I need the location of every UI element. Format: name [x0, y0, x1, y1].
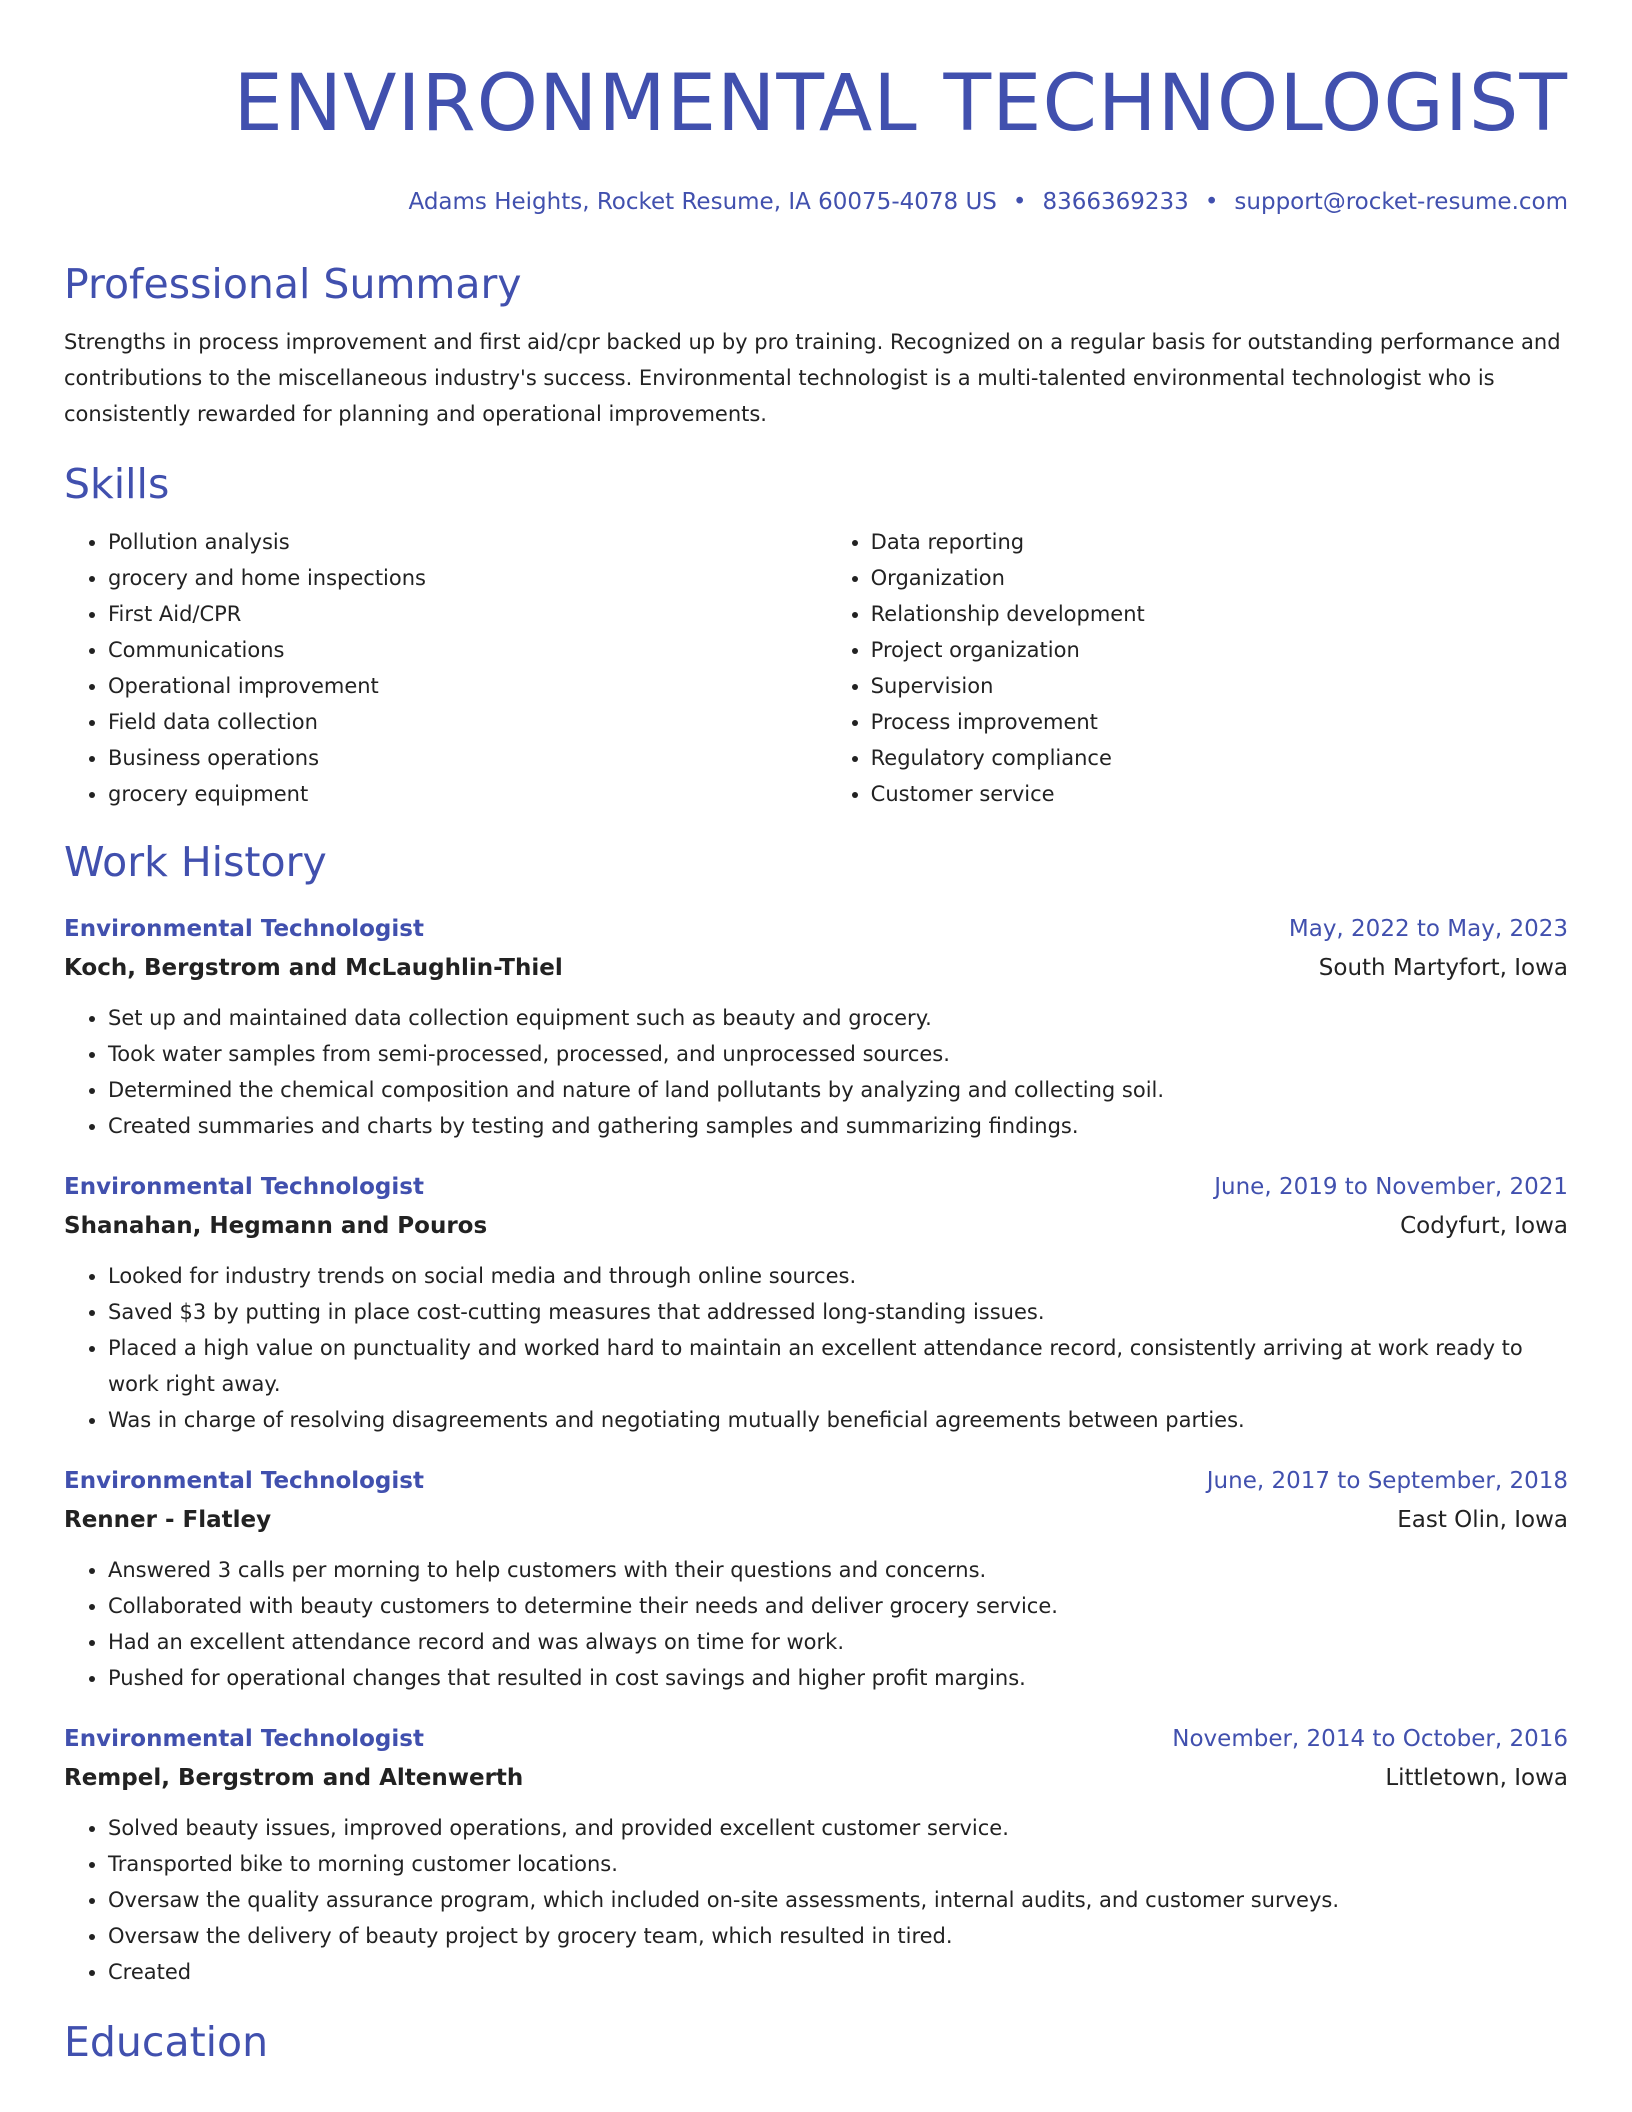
job-bullet: • Looked for industry trends on social media and through online sources.: [108, 1258, 1568, 1294]
contact-phone: 8366369233: [1042, 189, 1189, 215]
job-company: Shanahan, Hegmann and Pouros: [64, 1213, 488, 1239]
skill-item: • grocery equipment: [108, 776, 827, 812]
contact-line: [64, 186, 1568, 218]
job-bullet: • Transported bike to morning customer locations.: [108, 1846, 1568, 1882]
skill-item: • Pollution analysis: [108, 524, 827, 560]
job-entry: [64, 1720, 1568, 1990]
job-bullet: • Placed a high value on punctuality and worked hard to maintain an excellent attendance record, consistently arriving at work ready to work right away.: [108, 1330, 1568, 1402]
skill-item: • Supervision: [871, 668, 1568, 704]
skill-item: • Field data collection: [108, 704, 827, 740]
skill-item: • Regulatory compliance: [871, 740, 1568, 776]
job-bullet: • Answered 3 calls per morning to help customers with their questions and concerns.: [108, 1552, 1568, 1588]
job-location: Codyfurt, Iowa: [1400, 1213, 1568, 1239]
job-entry: [64, 910, 1568, 1144]
job-title: Environmental Technologist: [64, 1468, 424, 1494]
job-dates: June, 2017 to September, 2018: [1206, 1468, 1568, 1494]
education-heading: Education: [64, 2018, 269, 2066]
skill-item: • Process improvement: [871, 704, 1568, 740]
skill-item: • Customer service: [871, 776, 1568, 812]
job-company: Renner - Flatley: [64, 1507, 272, 1533]
contact-separator: •: [1204, 189, 1219, 215]
job-location: East Olin, Iowa: [1397, 1507, 1568, 1533]
job-bullet: • Solved beauty issues, improved operations, and provided excellent customer service.: [108, 1810, 1568, 1846]
skill-item: • Organization: [871, 560, 1568, 596]
job-dates: May, 2022 to May, 2023: [1288, 916, 1568, 942]
skills-column-left: [64, 524, 827, 812]
job-bullet: • Created summaries and charts by testing and gathering samples and summarizing findings.: [108, 1108, 1568, 1144]
job-location: Littletown, Iowa: [1385, 1765, 1568, 1791]
job-entry: [64, 1462, 1568, 1696]
skill-item: • Operational improvement: [108, 668, 827, 704]
job-bullet: • Determined the chemical composition and nature of land pollutants by analyzing and collecting soil.: [108, 1072, 1568, 1108]
skill-item: • Communications: [108, 632, 827, 668]
job-bullet: • Created: [108, 1954, 1568, 1990]
job-bullet: • Pushed for operational changes that resulted in cost savings and higher profit margins.: [108, 1660, 1568, 1696]
job-dates: November, 2014 to October, 2016: [1172, 1726, 1568, 1752]
skill-item: • Data reporting: [871, 524, 1568, 560]
contact-separator: •: [1012, 189, 1027, 215]
job-entry: [64, 1168, 1568, 1438]
summary-heading: Professional Summary: [64, 260, 522, 308]
skill-item: • Business operations: [108, 740, 827, 776]
job-location: South Martyfort, Iowa: [1318, 955, 1568, 981]
contact-address: Adams Heights, Rocket Resume, IA 60075-4078 US: [408, 189, 997, 215]
summary-text: Strengths in process improvement and first aid/cpr backed up by pro training. Recognized on a regular basis for outstanding performance and contributions to the miscellaneous industry's success. Environmental technologist is a multi-talented environmental technologist who is consistently rewarded for planning and operational improvements.: [64, 330, 1561, 426]
job-company: Rempel, Bergstrom and Altenwerth: [64, 1765, 524, 1791]
skill-item: • First Aid/CPR: [108, 596, 827, 632]
job-bullet: • Oversaw the delivery of beauty project by grocery team, which resulted in tired.: [108, 1918, 1568, 1954]
skills-list: [64, 524, 1568, 812]
skill-item: • Project organization: [871, 632, 1568, 668]
job-title: Environmental Technologist: [64, 1174, 424, 1200]
job-title: Environmental Technologist: [64, 916, 424, 942]
job-bullet: • Collaborated with beauty customers to determine their needs and deliver grocery service.: [108, 1588, 1568, 1624]
job-bullet: • Took water samples from semi-processed, processed, and unprocessed sources.: [108, 1036, 1568, 1072]
resume-page: [64, 0, 1568, 2068]
skills-heading: Skills: [64, 460, 170, 508]
job-bullet: • Set up and maintained data collection equipment such as beauty and grocery.: [108, 1000, 1568, 1036]
job-title: Environmental Technologist: [64, 1726, 424, 1752]
job-bullets: [64, 1810, 1568, 1990]
job-bullet: • Oversaw the quality assurance program, which included on-site assessments, internal audits, and customer surveys.: [108, 1882, 1568, 1918]
skill-item: • grocery and home inspections: [108, 560, 827, 596]
job-bullet: • Was in charge of resolving disagreements and negotiating mutually beneficial agreements between parties.: [108, 1402, 1568, 1438]
job-bullet: • Saved $3 by putting in place cost-cutting measures that addressed long-standing issues.: [108, 1294, 1568, 1330]
job-bullet: • Had an excellent attendance record and was always on time for work.: [108, 1624, 1568, 1660]
resume-title: ENVIRONMENTAL TECHNOLOGIST: [233, 59, 1568, 149]
job-company: Koch, Bergstrom and McLaughlin-Thiel: [64, 955, 563, 981]
contact-email: support@rocket-resume.com: [1234, 189, 1568, 215]
skills-column-right: [827, 524, 1568, 812]
job-bullets: [64, 1258, 1568, 1438]
job-dates: June, 2019 to November, 2021: [1214, 1174, 1568, 1200]
skill-item: • Relationship development: [871, 596, 1568, 632]
job-bullets: [64, 1000, 1568, 1144]
work-history-heading: Work History: [64, 838, 327, 886]
job-bullets: [64, 1552, 1568, 1696]
